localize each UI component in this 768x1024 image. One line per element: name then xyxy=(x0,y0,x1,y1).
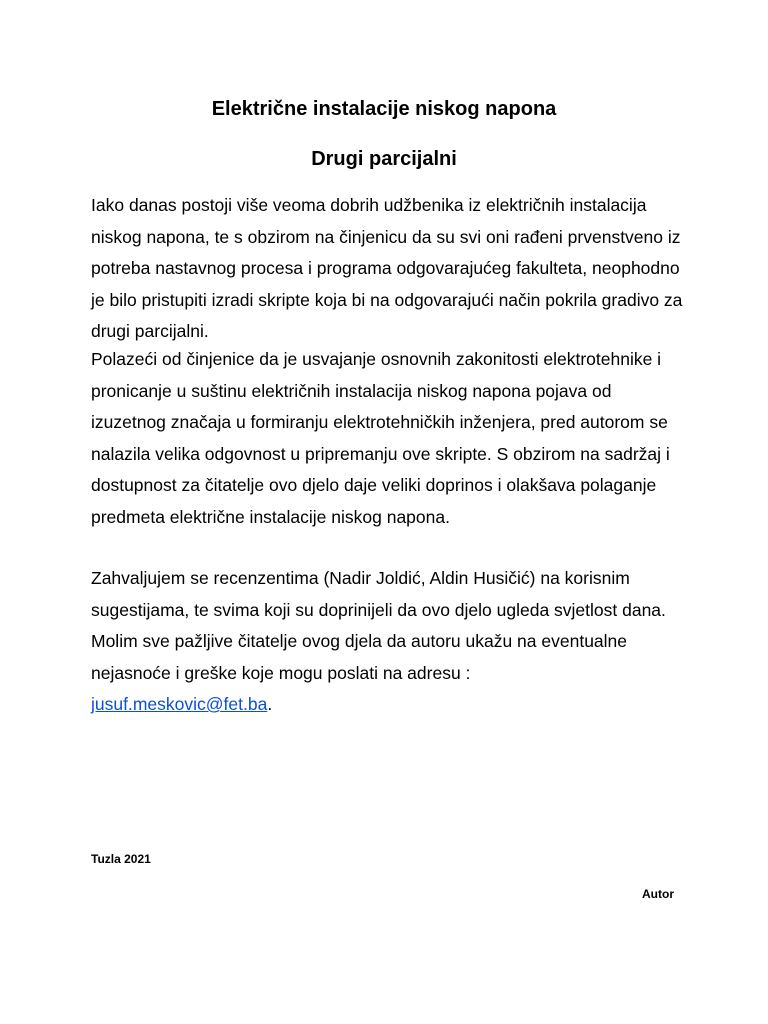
place-and-year: Tuzla 2021 xyxy=(91,852,151,866)
email-link[interactable]: jusuf.meskovic@fet.ba xyxy=(91,694,268,714)
paragraph-acknowledgement xyxy=(91,563,691,721)
author-signature: Autor xyxy=(642,887,674,901)
document-subtitle: Drugi parcijalni xyxy=(311,148,457,170)
acknowledgement-text: Zahvaljujem se recenzentima (Nadir Joldić, Aldin Husičić) na korisnim sugestijama, te svima koji su doprinijeli da ovo djelo ugleda svjetlost dana. Molim sve pažljive čitatelje ovog djela da autoru ukažu na eventualne nejasnoće i greške koje mogu poslati na adresu : xyxy=(91,568,666,683)
acknowledgement-period: . xyxy=(267,694,273,714)
paragraph-purpose: Polazeći od činjenice da je usvajanje osnovnih zakonitosti elektrotehnike i pronicanje u suštinu električnih instalacija niskog napona pojava od izuzetnog značaja u formiranju elektrotehničkih inženjera, pred autorom se nalazila velika odgovnost u pripremanju ove skripte. S obzirom na sadržaj i dostupnost za čitatelje ovo djelo daje veliki doprinos i olakšava polaganje predmeta električne instalacije niskog napona. xyxy=(91,349,670,527)
paragraph-intro: Iako danas postoji više veoma dobrih udžbenika iz električnih instalacija niskog napona, te s obzirom na činjenicu da su svi oni rađeni prvenstveno iz potreba nastavnog procesa i programa odgovarajućeg fakulteta, neophodno je bilo pristupiti izradi skripte koja bi na odgovarajući način pokrila gradivo za drugi parcijalni. xyxy=(91,195,683,341)
document-title: Električne instalacije niskog napona xyxy=(211,98,557,120)
